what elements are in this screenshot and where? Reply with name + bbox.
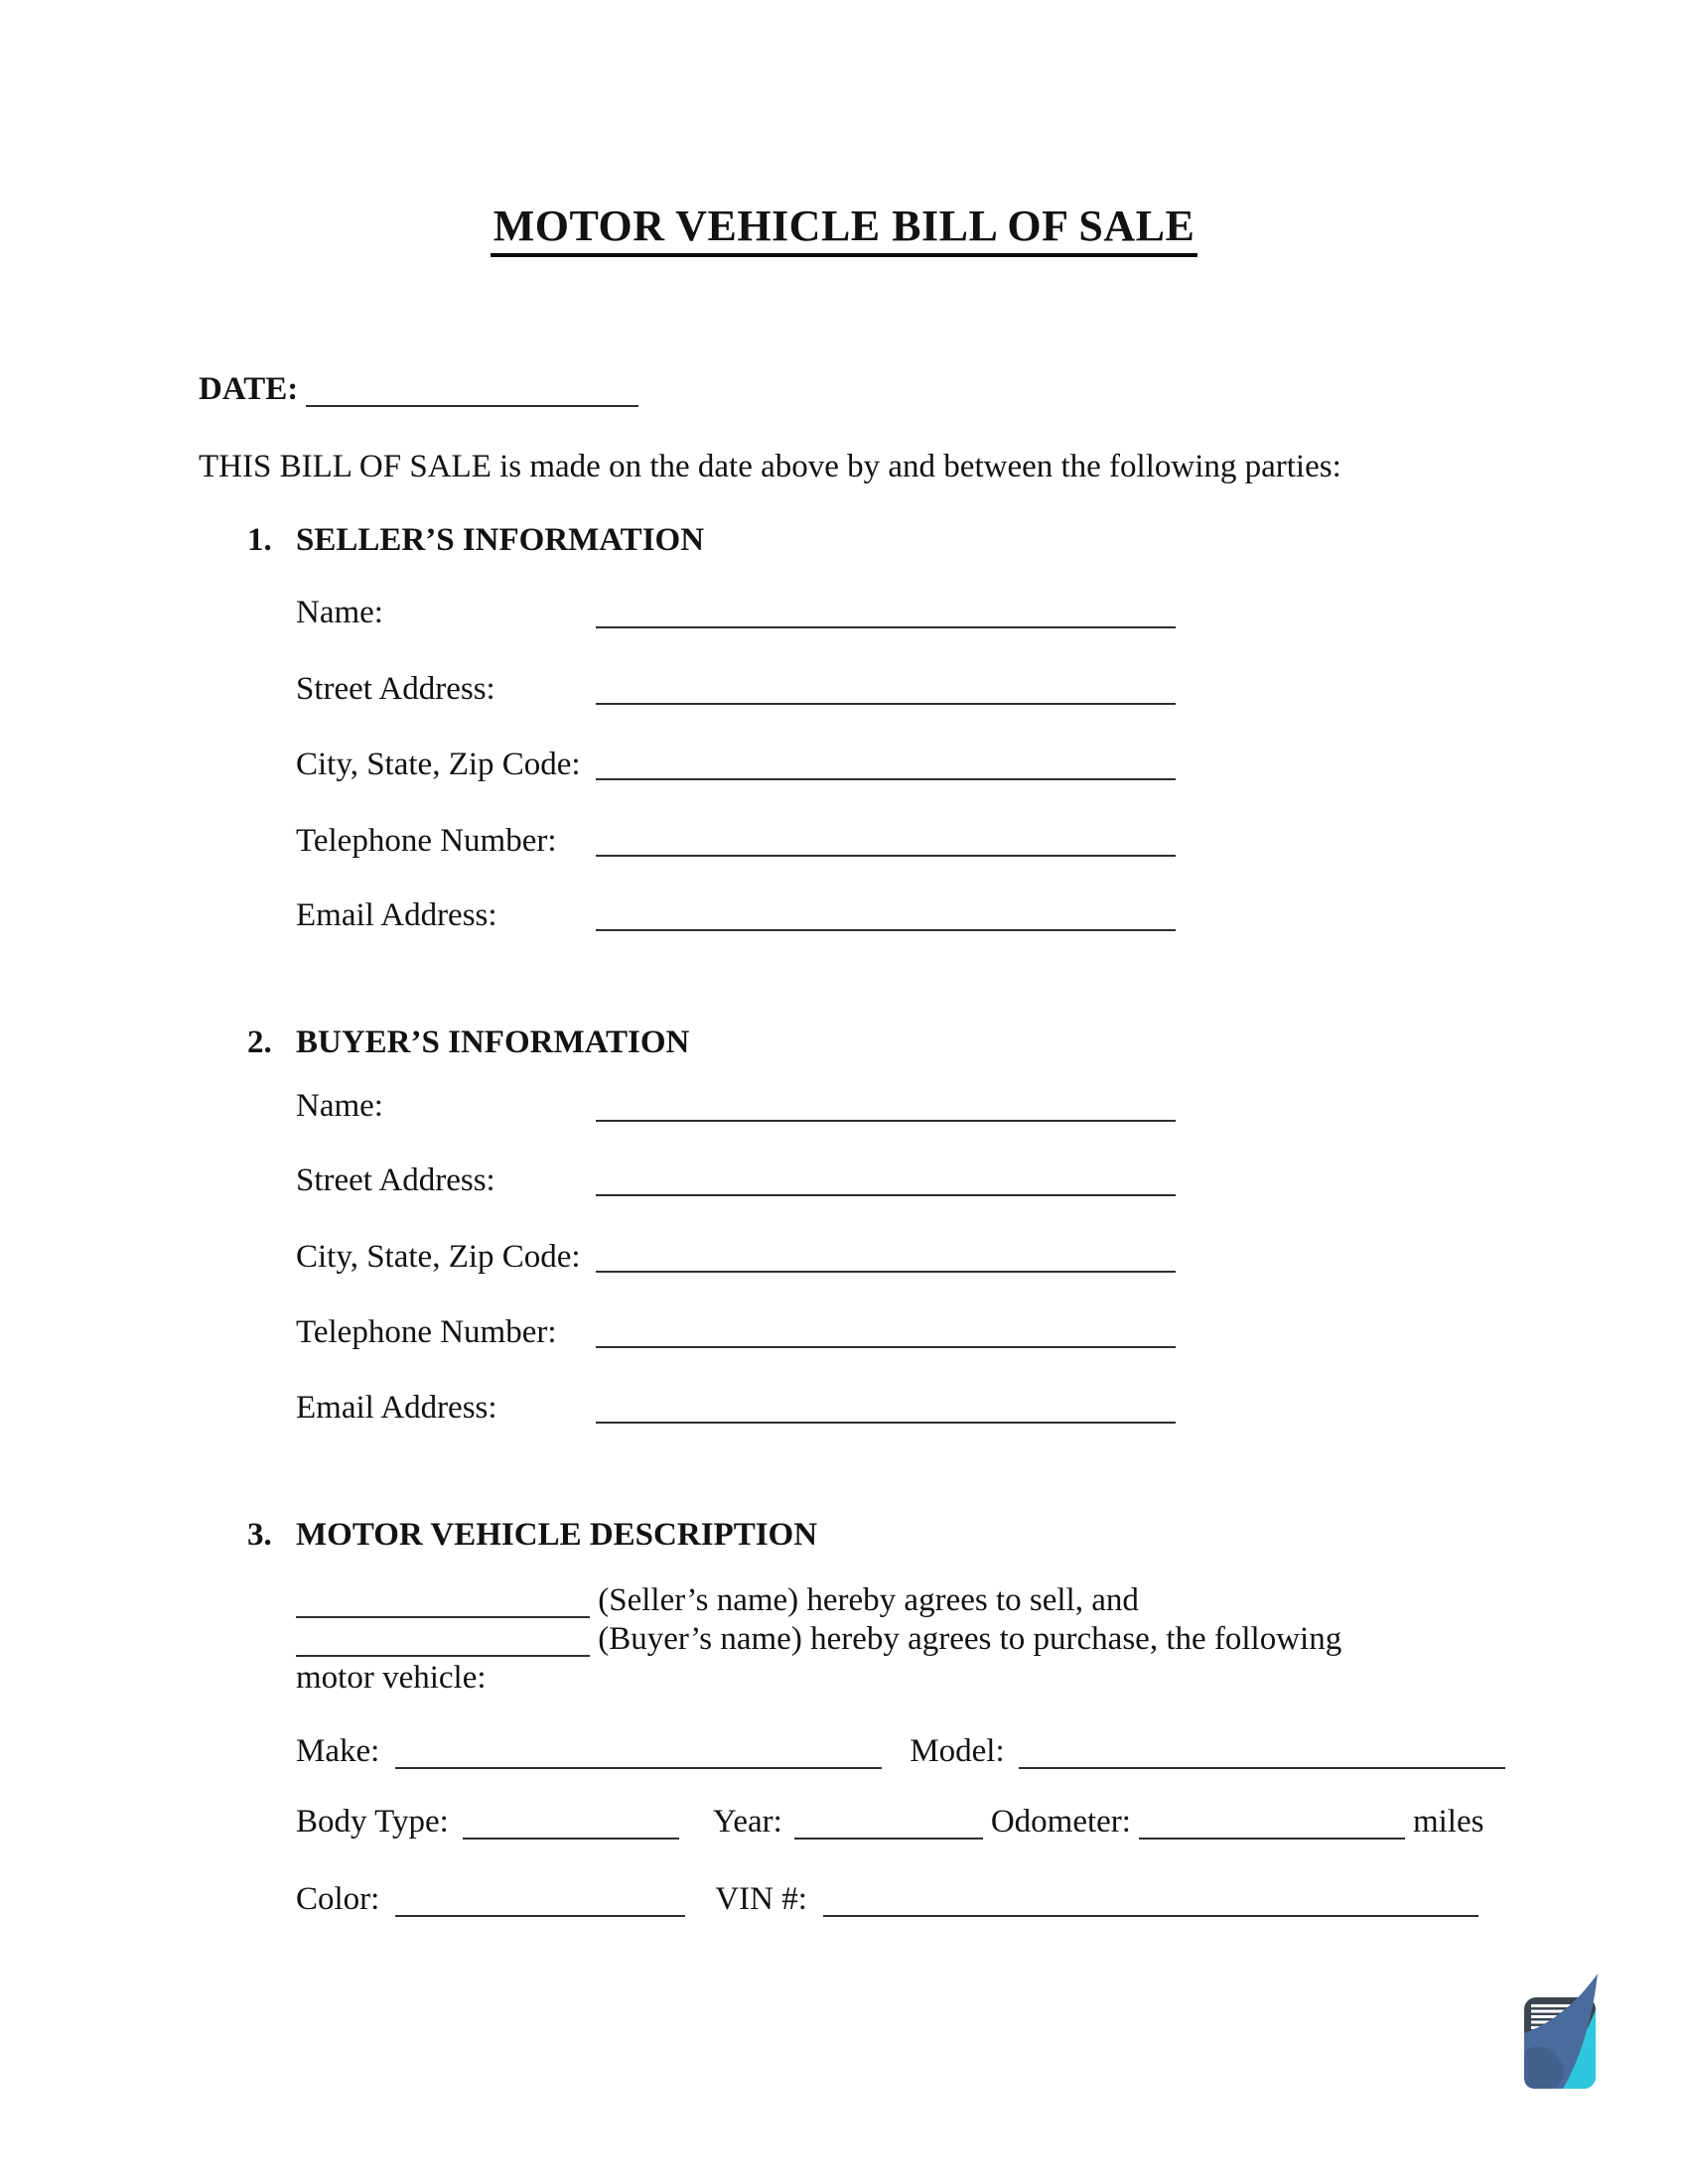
buyer-city-label: City, State, Zip Code:	[296, 1239, 581, 1275]
year-label: Year:	[712, 1804, 782, 1840]
odometer-input-line[interactable]	[1139, 1838, 1405, 1840]
odometer-unit-label: miles	[1412, 1804, 1484, 1840]
intro-paragraph: THIS BILL OF SALE is made on the date above by and between the following parties:	[199, 449, 1341, 484]
date-row	[199, 369, 638, 409]
seller-street-input-line[interactable]	[596, 669, 1176, 705]
seller-section-heading	[247, 520, 704, 560]
agreement-buyer-name-line[interactable]	[296, 1655, 590, 1657]
body-year-odometer-row	[296, 1802, 1483, 1842]
seller-email-input-line[interactable]	[596, 895, 1176, 931]
seller-email-label: Email Address:	[296, 897, 497, 933]
model-input-line[interactable]	[1019, 1767, 1505, 1769]
buyer-name-row	[296, 1086, 1176, 1126]
buyer-phone-label: Telephone Number:	[296, 1314, 557, 1350]
seller-name-row	[296, 593, 1176, 632]
agreement-seller-name-line[interactable]	[296, 1616, 590, 1618]
agreement-paragraph	[296, 1581, 1341, 1698]
model-label: Model:	[910, 1733, 1005, 1769]
odometer-label: Odometer:	[990, 1804, 1131, 1840]
buyer-city-row	[296, 1237, 1176, 1277]
vehicle-section-heading	[247, 1515, 817, 1555]
seller-street-label: Street Address:	[296, 671, 495, 707]
buyer-phone-row	[296, 1312, 1176, 1352]
buyer-section-title: BUYER’S INFORMATION	[296, 1024, 690, 1060]
buyer-email-row	[296, 1388, 1176, 1428]
seller-city-label: City, State, Zip Code:	[296, 747, 581, 782]
agreement-closing-text: motor vehicle:	[296, 1660, 487, 1696]
date-input-line[interactable]	[306, 405, 638, 407]
make-input-line[interactable]	[395, 1767, 882, 1769]
page-title: MOTOR VEHICLE BILL OF SALE	[491, 205, 1198, 257]
seller-section-title: SELLER’S INFORMATION	[296, 522, 705, 558]
vehicle-section-title: MOTOR VEHICLE DESCRIPTION	[296, 1517, 818, 1553]
seller-section-number: 1.	[247, 522, 272, 558]
buyer-section-heading	[247, 1023, 689, 1062]
color-vin-row	[296, 1879, 1478, 1919]
color-label: Color:	[296, 1881, 380, 1917]
seller-phone-input-line[interactable]	[596, 821, 1176, 857]
color-input-line[interactable]	[395, 1915, 685, 1917]
seller-phone-row	[296, 821, 1176, 861]
agreement-buyer-text: (Buyer’s name) hereby agrees to purchase, the following	[598, 1621, 1342, 1657]
body-type-input-line[interactable]	[463, 1838, 679, 1840]
seller-city-input-line[interactable]	[596, 745, 1176, 780]
agreement-seller-text: (Seller’s name) hereby agrees to sell, and	[598, 1582, 1139, 1618]
vehicle-section-number: 3.	[247, 1517, 272, 1553]
buyer-email-label: Email Address:	[296, 1390, 497, 1426]
seller-email-row	[296, 895, 1176, 935]
year-input-line[interactable]	[794, 1838, 983, 1840]
vin-label: VIN #:	[715, 1881, 807, 1917]
body-type-label: Body Type:	[296, 1804, 449, 1840]
seller-street-row	[296, 669, 1176, 709]
make-label: Make:	[296, 1733, 380, 1769]
buyer-street-row	[296, 1160, 1176, 1200]
page-title-wrap	[0, 202, 1688, 257]
buyer-street-label: Street Address:	[296, 1162, 495, 1198]
seller-name-input-line[interactable]	[596, 593, 1176, 628]
seller-name-label: Name:	[296, 595, 383, 630]
seller-phone-label: Telephone Number:	[296, 823, 557, 859]
vin-input-line[interactable]	[823, 1915, 1478, 1917]
buyer-phone-input-line[interactable]	[596, 1312, 1176, 1348]
buyer-city-input-line[interactable]	[596, 1237, 1176, 1273]
buyer-name-input-line[interactable]	[596, 1086, 1176, 1122]
buyer-section-number: 2.	[247, 1024, 272, 1060]
make-model-row	[296, 1731, 1505, 1771]
seller-city-row	[296, 745, 1176, 784]
document-logo-icon	[1517, 1972, 1601, 2093]
buyer-email-input-line[interactable]	[596, 1388, 1176, 1424]
buyer-street-input-line[interactable]	[596, 1160, 1176, 1196]
buyer-name-label: Name:	[296, 1088, 383, 1124]
date-label: DATE:	[199, 371, 299, 407]
